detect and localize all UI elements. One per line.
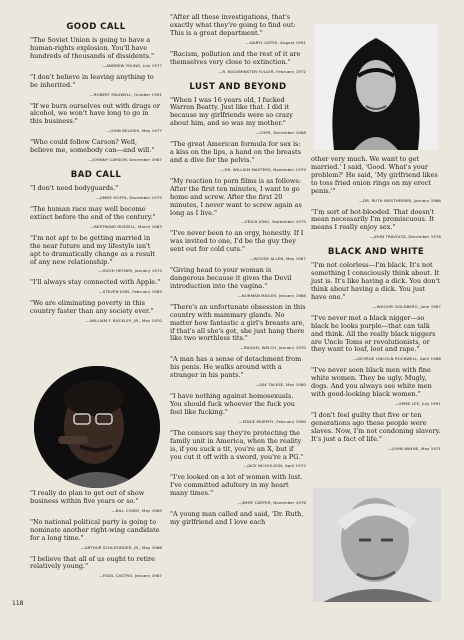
column-right-flow (311, 156, 441, 457)
quote-block (170, 97, 306, 136)
section-heading: BAD CALL (70, 170, 122, 181)
quote-attribution: —DR. RUTH WESTHEIMER, January 1986 (359, 197, 441, 203)
quote-text: "I believe that all of us ought to retire relatively young." (30, 554, 155, 571)
quote-block (170, 230, 306, 261)
quote-attribution: —BILL COSBY, May 1969 (111, 507, 162, 513)
quote-block (170, 141, 306, 172)
quote-attribution: —WILLIAM F. BUCKLEY, JR., May 1970 (86, 318, 162, 324)
column-left (30, 14, 162, 329)
quote-attribution: —HUGH HEFNER, January 1974 (98, 268, 162, 274)
quote-text: "If we burn ourselves out with drugs or alcohol, we won't have long to go in this business." (30, 101, 160, 126)
quote-attribution: —BERTRAND RUSSELL, March 1963 (90, 223, 162, 229)
quote-block (311, 156, 441, 203)
quote-block (170, 304, 306, 351)
quote-block (170, 393, 306, 424)
quote-text: "I'll always stay connected with Apple." (30, 278, 161, 287)
column-left-upper-flow (30, 22, 162, 323)
quote-attribution: —CHER, December 1988 (255, 130, 306, 136)
quote-block (30, 37, 162, 68)
quote-attribution: —STEVEN JOBS, February 1985 (98, 289, 162, 295)
quote-attribution: —GEORGE LINCOLN ROCKWELL, April 1966 (353, 356, 441, 362)
quote-block (30, 279, 162, 294)
portrait-photo-cher (314, 24, 438, 150)
quote-block (30, 519, 162, 550)
quote-text: "A young man called and said, 'Dr. Ruth, my girlfriend and I love each (170, 510, 304, 527)
quote-block (170, 430, 306, 469)
quote-text: "I've looked on a lot of women with lust. I've committed adultery in my heart many times." (170, 473, 303, 498)
quote-attribution: —ARTHUR SCHLESINGER, JR., May 1966 (81, 544, 162, 550)
quote-text: "Racism, pollution and the rest of it are themselves very close to extinction." (170, 49, 301, 66)
quote-text: "The censors say they're protecting the family unit in America, when the reality is, if you suck a tit, you're an X, but if you cut it off with a sword, you're a PG." (170, 428, 304, 461)
quote-attribution: —R. BUCKMINSTER FULLER, February 1972 (218, 68, 306, 74)
quote-attribution: —ANDREW YOUNG, July 1977 (102, 62, 162, 68)
section-heading: GOOD CALL (66, 22, 126, 32)
quote-attribution: —GAY TALESE, May 1980 (255, 382, 306, 388)
quote-block (30, 74, 162, 97)
quote-attribution: —DR. WILLIAM MASTERS, November 1979 (220, 166, 306, 172)
quote-text: "We are eliminating poverty in this country faster than any society ever." (30, 299, 154, 316)
quote-text: "A man has a sense of detachment from his penis. He walks around with a stranger in his pants." (170, 355, 302, 380)
quote-text: "I've never been to an orgy, honestly. If I was invited to one, I'd be the guy they sent out for cold cuts." (170, 229, 304, 254)
section-heading: LUST AND BEYOND (189, 81, 287, 92)
quote-attribution: —FIDEL CASTRO, January 1967 (98, 573, 162, 579)
quote-text: "I've never met a black nigger—so black he looks purple—that can talk and think. All the really black niggers are Uncle Toms or revolutionists, or they want to loaf, loot and rape." (311, 313, 436, 354)
quote-text: "I have nothing against homosexuals. You should fuck whoever the fuck you feel like fucking." (170, 392, 295, 416)
quote-text: "I'm not colorless—I'm black. It's not something I consciously think about. It just is. It's like having a dick. You don't think about having a dick. You just have one." (311, 261, 440, 301)
quote-block (30, 139, 162, 162)
quote-text: "I'm not apt to be getting married in the near future and my lifestyle isn't apt to dramatically change as a result of any new relationship." (30, 233, 155, 266)
quote-text: "My reaction to porn films is as follows: After the first ten minutes, I want to go home and screw. After the first 20 minutes, I never want to screw again as long as I live." (170, 176, 302, 217)
quote-attribution: —WOODY ALLEN, May 1967 (249, 256, 306, 262)
quote-block (30, 185, 162, 200)
quote-attribution: —JIMMY CARTER, November 1976 (237, 500, 306, 506)
quote-block (170, 511, 306, 527)
quote-text: "I don't believe in leaving anything to be inherited." (30, 72, 154, 89)
quote-text: "I'm sort of hot-blooded. That doesn't mean necessarily I'm promiscuous. It means I really enjoy sex." (311, 207, 435, 232)
quote-block (311, 209, 441, 240)
page-number: 118 (12, 600, 24, 607)
quote-block (30, 490, 162, 513)
quote-attribution: —ROBERT MAXWELL, October 1991 (89, 91, 162, 97)
quote-text: "The Soviet Union is going to have a human-rights explosion. You'll have hundreds of thousands of dissidents." (30, 36, 155, 60)
quote-text: "Who could follow Carson? Well, believe me, somebody can—and will." (30, 138, 155, 155)
quote-block (170, 267, 306, 298)
quote-attribution: —NORMAN MAILER, January 1968 (237, 292, 306, 298)
quote-attribution: —JOHN WAYNE, May 1971 (388, 445, 441, 451)
quote-attribution: —WHOOPI GOLDBERG, June 1987 (372, 303, 441, 309)
quote-text: other very much. We want to get married.' I said, 'Good. What's your problem?' He said, 'My girlfriend likes to toss fried onion rings on my erect penis.'" (311, 155, 438, 195)
column-middle (170, 14, 306, 533)
quote-block (170, 474, 306, 505)
quote-attribution: —JOHN TRAVOLTA, December 1978 (369, 234, 441, 240)
quote-block (170, 356, 306, 387)
quote-text: "I don't need bodyguards." (30, 184, 119, 193)
quote-attribution: —EDDIE MURPHY, February 1990 (238, 418, 306, 424)
quote-attribution: —JIMMY HOFFA, December 1975 (96, 194, 162, 200)
quote-text: "After all these investigations, that's exactly what they're going to find out: This is a great department." (170, 13, 296, 37)
column-middle-flow (170, 14, 306, 527)
quote-attribution: —JACK NICHOLSON, April 1972 (243, 463, 306, 469)
quote-block (30, 300, 162, 323)
quote-block (30, 235, 162, 274)
quote-block (311, 315, 441, 362)
quote-text: "I really do plan to get out of show business within five years or so." (30, 489, 145, 505)
section-heading: BLACK AND WHITE (327, 247, 425, 258)
quote-block (311, 262, 441, 309)
quote-text: "I've never seen black men with fine white women. They be ugly. Mugly, dogs. And you always see white men with good-looking black women." (311, 366, 432, 399)
quote-block (311, 367, 441, 406)
quote-attribution: —JOHN BELUSHI, May 1977 (106, 128, 162, 134)
quote-block (170, 14, 306, 45)
quote-attribution: —RAQUEL WELCH, January 1970 (240, 345, 306, 351)
quote-text: "There's an unfortunate obsession in this country with mammary glands. No matter how fantastic a girl's breasts are, if that's all she's got, she just hang there like two worthless tits." (170, 302, 306, 343)
quote-attribution: —DARYL GATES, August 1991 (245, 39, 306, 45)
portrait-photo-bill-cosby (34, 366, 160, 488)
quote-block (30, 206, 162, 229)
quote-block (30, 556, 162, 579)
quote-text: "The human race may well become extinct before the end of the century." (30, 204, 156, 221)
column-left-lower-flow (30, 490, 162, 584)
quote-attribution: —SPIKE LEE, July 1991 (395, 400, 441, 406)
portrait-photo-jimmy-carter (313, 488, 441, 602)
quote-block (311, 412, 441, 451)
quote-text: "I don't feel guilty that five or ten generations ago these people were slaves. Now, I'm not condoning slavery. It's just a fact of life." (311, 410, 441, 443)
quote-text: "Giving head to your woman is dangerous because it gives the Devil introduction into the vagina." (170, 266, 292, 290)
quote-attribution: —JOHNNY CARSON, December 1967 (88, 157, 162, 163)
quote-attribution: —ERICA JONG, September 1975 (241, 219, 306, 225)
quote-block (170, 178, 306, 225)
quote-text: "When I was 16 years old, I fucked Warren Beatty. Just like that. I did it because my girlfriends were so crazy about him, and so was my mother." (170, 95, 293, 128)
quote-text: "The great American formula for sex is: a kiss on the lips, a hand on the breasts and a dive for the pelvis." (170, 140, 301, 164)
quote-block (170, 51, 306, 74)
quote-block (30, 103, 162, 134)
quote-text: "No national political party is going to nominate another right-wing candidate for a long time." (30, 517, 160, 542)
